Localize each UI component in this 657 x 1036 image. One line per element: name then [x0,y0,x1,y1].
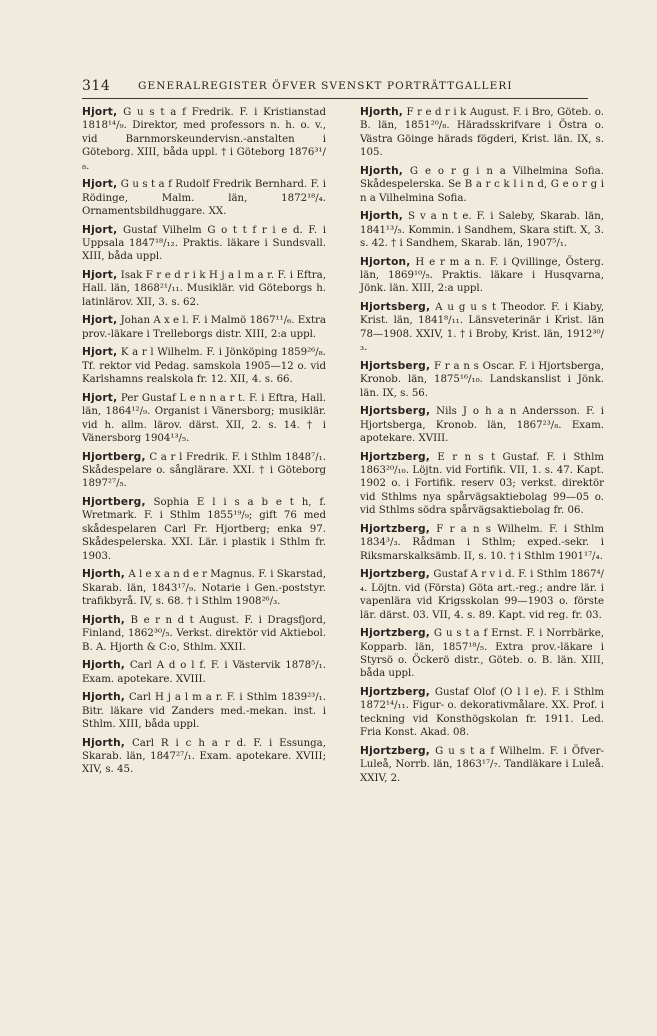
entry-text: Isak F r e d r i k H j a l m a r. F. i Eftra, Hall. län, 1868²¹/₁₁. Musiklär. vid Göteborgs h. latinlärov. XII, 3. s. 62. [82,270,326,308]
entry-surname: Hjorth, [360,210,404,223]
register-entry [82,269,326,309]
entry-text: H e r m a n. F. i Qvillinge, Österg. län, 1869¹⁰/₅. Praktis. läkare i Husqvarna, Jönk. län. XIII, 2:a uppl. [360,256,604,295]
entry-text: Per Gustaf L e n n a r t. F. i Eftra, Hall. län, 1864¹²/₉. Organist i Vänersborg; musiklär. vid h. allm. lärov. därst. XII, 2. s. 14. † i Vänersborg 1904¹³/₅. [82,392,326,445]
register-entry [82,451,326,491]
entry-text: Carl H j a l m a r. F. i Sthlm 1839²³/₁. Bitr. läkare vid Zanders med.-mekan. inst. i Sthlm. XIII, båda uppl. [82,692,326,730]
entry-text: G e o r g i n a Vilhelmina Sofia. Skådespelerska. Se B a r c k l i n d, G e o r g i n a Vilhelmina Sofia. [360,165,604,204]
entry-text: F r e d r i k August. F. i Bro, Göteb. o. B. län, 1851²⁰/₈. Häradsskrifvare i Östra o. Västra Göinge härads fögderi, Krist. län. IX, s. 105. [360,107,604,159]
entry-surname: Hjorth, [82,613,126,626]
entry-surname: Hjortsberg, [360,301,431,314]
register-entry [360,745,604,785]
entry-text: C a r l Fredrik. F. i Sthlm 1848⁷/₁. Skådespelare o. sånglärare. XXI. † i Göteborg 1897²⁷/₅. [82,451,326,490]
register-entry [82,568,326,608]
register-entry [360,686,604,740]
running-title: GENERALREGISTER ÖFVER SVENSKT PORTRÄTTGALLERI [138,80,513,92]
entry-surname: Hjortzberg, [360,450,431,463]
entry-surname: Hjortzberg, [360,685,431,698]
entry-text: F r a n s Wilhelm. F. i Sthlm 1834³/₃. Rådman i Sthlm; exped.-sekr. i Riksmarskalksämb. II, s. 10. † i Sthlm 1901¹⁷/₄. [360,523,604,562]
entry-surname: Hjort, [82,314,118,327]
entry-text: A l e x a n d e r Magnus. F. i Skarstad, Skarab. län, 1843¹⁷/₉. Notarie i Gen.-poststyr. trafikbyrå. IV, s. 68. † i Sthlm 1908²⁶/₃. [82,569,326,608]
register-entry [360,627,604,681]
entry-surname: Hjorth, [82,568,126,581]
register-entry [82,106,326,173]
entry-text: F r a n s Oscar. F. i Hjortsberga, Kronob. län, 1875¹⁶/₁₀. Landskanslist i Jönk. län. IX, s. 56. [360,360,604,399]
entry-text: Gustaf Olof (O l l e). F. i Sthlm 1872¹⁴/₁₁. Figur- o. dekorativmålare. XX. Prof. i teckning vid Konsthögskolan fr. 1911. Led. Fria Konst. Akad. 08. [360,686,604,739]
entry-surname: Hjorth, [360,164,404,177]
register-entry [82,496,326,563]
register-entry [360,523,604,563]
entry-surname: Hjortzberg, [360,568,431,581]
entry-surname: Hjort, [82,178,118,191]
register-entry [360,256,604,296]
entry-text: Nils J o h a n Andersson. F. i Hjortsberga, Kronob. län, 1867²³/₈. Exam. apotekare. XVIII. [360,406,604,445]
entry-surname: Hjort, [82,223,118,236]
register-entry [82,178,326,218]
page-header [82,76,588,99]
right-column [360,106,604,790]
entry-surname: Hjorth, [82,736,126,749]
entry-text: G u s t a f Wilhelm. F. i Öfver-Luleå, Norrb. län, 1863¹⁷/₇. Tandläkare i Luleå. XXIV, 2. [360,745,604,784]
register-entry [82,392,326,446]
entry-surname: Hjortzberg, [360,627,431,640]
register-entry [360,210,604,250]
entry-text: G u s t a f Fredrik. F. i Kristianstad 1818¹⁴/₉. Direktor, med professors n. h. o. v., vid Barnmorskeundervisn.-anstalten i Göteborg. XIII, båda uppl. † i Göteborg 1876³¹/₈. [82,107,326,172]
entry-text: Gustaf A r v i d. F. i Sthlm 1867⁴/₄. Löjtn. vid (Första) Göta art.-reg.; andre lär. i vapenlära vid Krigsskolan 99—1903 o. förste lär. därst. 03. VII, 4. s. 89. Kapt. vid reg. fr. 03. [360,569,604,621]
entry-text: Gustaf Vilhelm G o t t f r i e d. F. i Uppsala 1847¹⁸/₁₂. Praktis. läkare i Sundsvall. XIII, båda uppl. [82,224,326,263]
entry-text: Carl R i c h a r d. F. i Essunga, Skarab. län, 1847²⁷/₁. Exam. apotekare. XVIII; XIV, s. 45. [82,737,326,776]
entry-surname: Hjortberg, [82,496,146,509]
register-entry [360,360,604,400]
entry-surname: Hjortberg, [82,450,146,463]
register-entry [82,614,326,654]
entry-surname: Hjortsberg, [360,359,431,372]
register-entry [82,346,326,386]
entry-text: G u s t a f Ernst. F. i Norrbärke, Kopparb. län, 1857¹⁸/₅. Extra prov.-läkare i Styrsö o. Öckerö distr., Göteb. o. B. län. XIII, båda uppl. [360,628,604,680]
entry-surname: Hjort, [82,269,118,282]
entry-text: Johan A x e l. F. i Malmö 1867¹¹/₆. Extra prov.-läkare i Trelleborgs distr. XIII, 2:a uppl. [82,315,326,340]
entry-surname: Hjort, [82,391,118,404]
register-entry [82,691,326,731]
entry-surname: Hjort, [82,346,118,359]
entry-text: B e r n d t August. F. i Dragsfjord, Finland, 1862³⁰/₅. Verkst. direktör vid Aktiebol. B. A. Hjorth & C:o, Sthlm. XXII. [82,614,326,653]
register-entry [82,659,326,686]
entry-text: E r n s t Gustaf. F. i Sthlm 1863²⁰/₁₀. Löjtn. vid Fortifik. VII, 1. s. 47. Kapt. 1902 o. i Fortifik. reserv 03; verkst. direktör vid Sthlms nya spårvägsaktiebolag 99—05 o. vid Sthlms södra spårvägsaktiebolag fr. 06. [360,451,604,517]
entry-surname: Hjorth, [82,659,126,672]
register-entry [360,106,604,160]
entry-text: Sophia E l i s a b e t h, f. Wretmark. F. i Sthlm 1855¹⁹/₉; gift 76 med skådespelaren Carl Fr. Hjortberg; enka 97. Skådespelerska. XXI. Lär. i plastik i Sthlm fr. 1903. [82,497,326,562]
entry-surname: Hjorth, [360,106,404,118]
register-entry [82,314,326,341]
entry-surname: Hjortzberg, [360,744,431,757]
entry-surname: Hjorth, [82,691,126,704]
register-entry [360,405,604,445]
entry-surname: Hjortsberg, [360,405,431,418]
page-number: 314 [82,78,111,94]
entry-text: Carl A d o l f. F. i Västervik 1878⁵/₁. Exam. apotekare. XVIII. [82,660,326,685]
register-entry [360,451,604,518]
register-entry [360,301,604,355]
left-column [82,106,326,782]
register-entry [82,224,326,264]
register-entry [82,737,326,777]
entry-text: K a r l Wilhelm. F. i Jönköping 1859²⁶/₈. Tf. rektor vid Pedag. samskola 1905—12 o. vid Karlshamns realskola fr. 12. XII, 4. s. 66. [82,347,326,386]
entry-surname: Hjort, [82,106,118,118]
entry-text: A u g u s t Theodor. F. i Kiaby, Krist. län, 1841⁸/₁₁. Länsveterinär i Krist. län 78—1908. XXIV, 1. † i Broby, Krist. län, 1912³⁰/₃. [360,302,604,354]
entry-text: G u s t a f Rudolf Fredrik Bernhard. F. i Rödinge, Malm. län, 1872¹⁸/₄. Ornamentsbildhuggare. XX. [82,179,326,218]
register-entry [360,165,604,205]
entry-text: S v a n t e. F. i Saleby, Skarab. län, 1841¹³/₅. Kommin. i Sandhem, Skara stift. X, 3. s. 42. † i Sandhem, Skarab. län, 1907⁵/₁. [360,211,604,250]
entry-surname: Hjorton, [360,255,411,268]
register-entry [360,568,604,622]
entry-surname: Hjortzberg, [360,522,431,535]
